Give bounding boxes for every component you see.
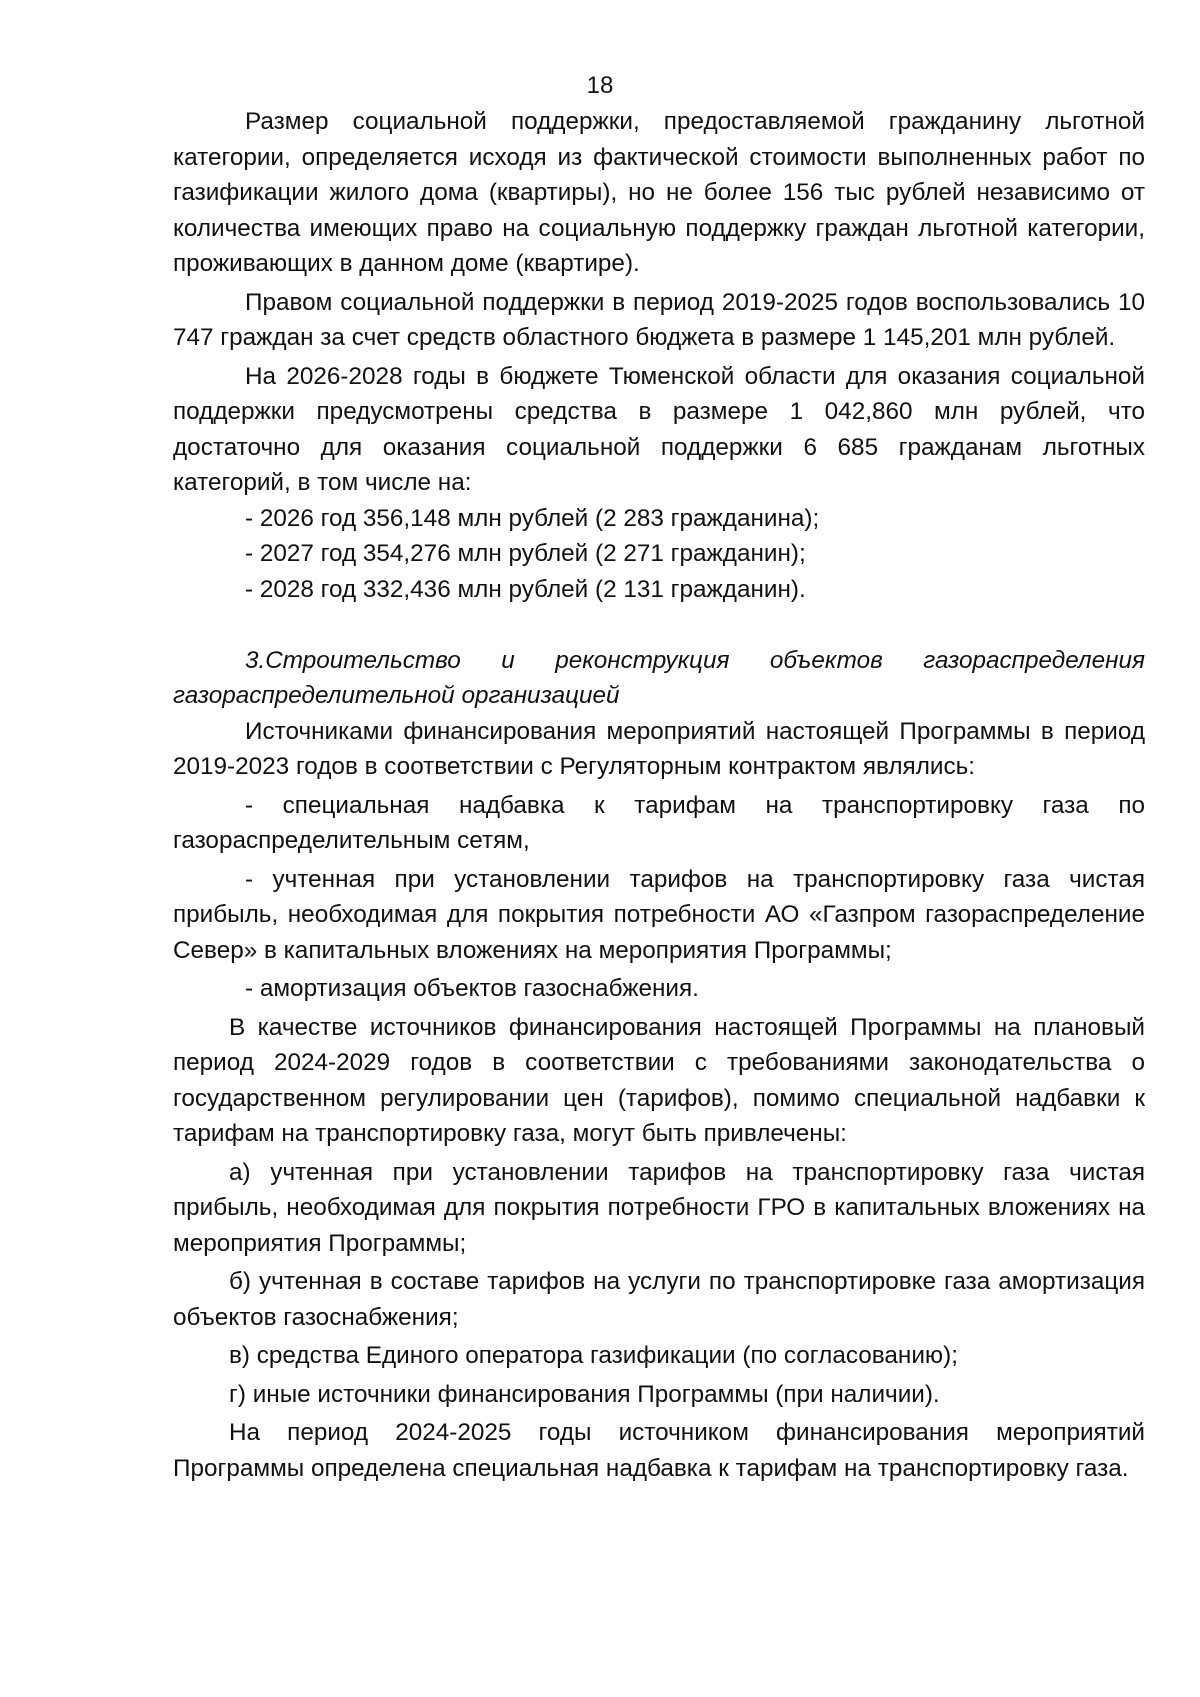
document-body [173, 104, 1145, 1486]
paragraph-special-surcharge: - специальная надбавка к тарифам на транспортировку газа по газораспределительным сетям, [173, 791, 1145, 854]
paragraph-funding-sources-2019-2023: Источниками финансирования мероприятий настоящей Программы в период 2019-2023 годов в соответствии с Регуляторным контрактом являлись: [173, 717, 1145, 780]
paragraph-item-a: а) учтенная при установлении тарифов на транспортировку газа чистая прибыль, необходимая для покрытия потребности ГРО в капитальных вложениях на мероприятия Программы; [173, 1158, 1145, 1257]
paragraph-period-2024-2025: На период 2024-2025 годы источником финансирования мероприятий Программы определена специальная надбавка к тарифам на транспортировку газа. [173, 1419, 1145, 1482]
paragraph-budget-2026-2028: На 2026-2028 годы в бюджете Тюменской области для оказания социальной поддержки предусмотрены средства в размере 1 042,860 млн рублей, что достаточно для оказания социальной поддержки 6 685 гражданам льготных категорий, в том числе на: [173, 362, 1145, 496]
paragraph-item-v: в) средства Единого оператора газификации (по согласованию); [229, 1342, 958, 1369]
list-item-2027: - 2027 год 354,276 млн рублей (2 271 гражданин); [245, 540, 806, 567]
paragraph-item-b: б) учтенная в составе тарифов на услуги по транспортировке газа амортизация объектов газоснабжения; [173, 1268, 1145, 1331]
paragraph-depreciation: - амортизация объектов газоснабжения. [245, 975, 699, 1002]
paragraph-funding-sources-2024-2029: В качестве источников финансирования настоящей Программы на плановый период 2024-2029 годов в соответствии с требованиями законодательства о государственном регулировании цен (тарифов), помимо специальной надбавки к тарифам на транспортировку газа, могут быть привлечены: [173, 1013, 1145, 1147]
list-item-2028: - 2028 год 332,436 млн рублей (2 131 гражданин). [245, 575, 806, 603]
page-number: 18 [586, 72, 614, 99]
paragraph-item-g: г) иные источники финансирования Программы (при наличии). [229, 1380, 940, 1408]
section-heading: 3.Строительство и реконструкция объектов газораспределения газораспределительной организацией [173, 646, 1145, 709]
list-item-2026: - 2026 год 356,148 млн рублей (2 283 гражданина); [245, 504, 820, 532]
paragraph-social-support-size: Размер социальной поддержки, предоставляемой гражданину льготной категории, определяется исходя из фактической стоимости выполненных работ по газификации жилого дома (квартиры), но не более 156 тыс рублей независимо от количества имеющих право на социальную поддержку граждан льготной категории, проживающих в данном доме (квартире). [173, 108, 1145, 277]
paragraph-support-2019-2025: Правом социальной поддержки в период 2019-2025 годов воспользовались 10 747 граждан за счет средств областного бюджета в размере 1 145,201 млн рублей. [173, 288, 1145, 351]
paragraph-net-profit: - учтенная при установлении тарифов на транспортировку газа чистая прибыль, необходимая для покрытия потребности АО «Газпром газораспределение Север» в капитальных вложениях на мероприятия Программы; [173, 865, 1145, 964]
